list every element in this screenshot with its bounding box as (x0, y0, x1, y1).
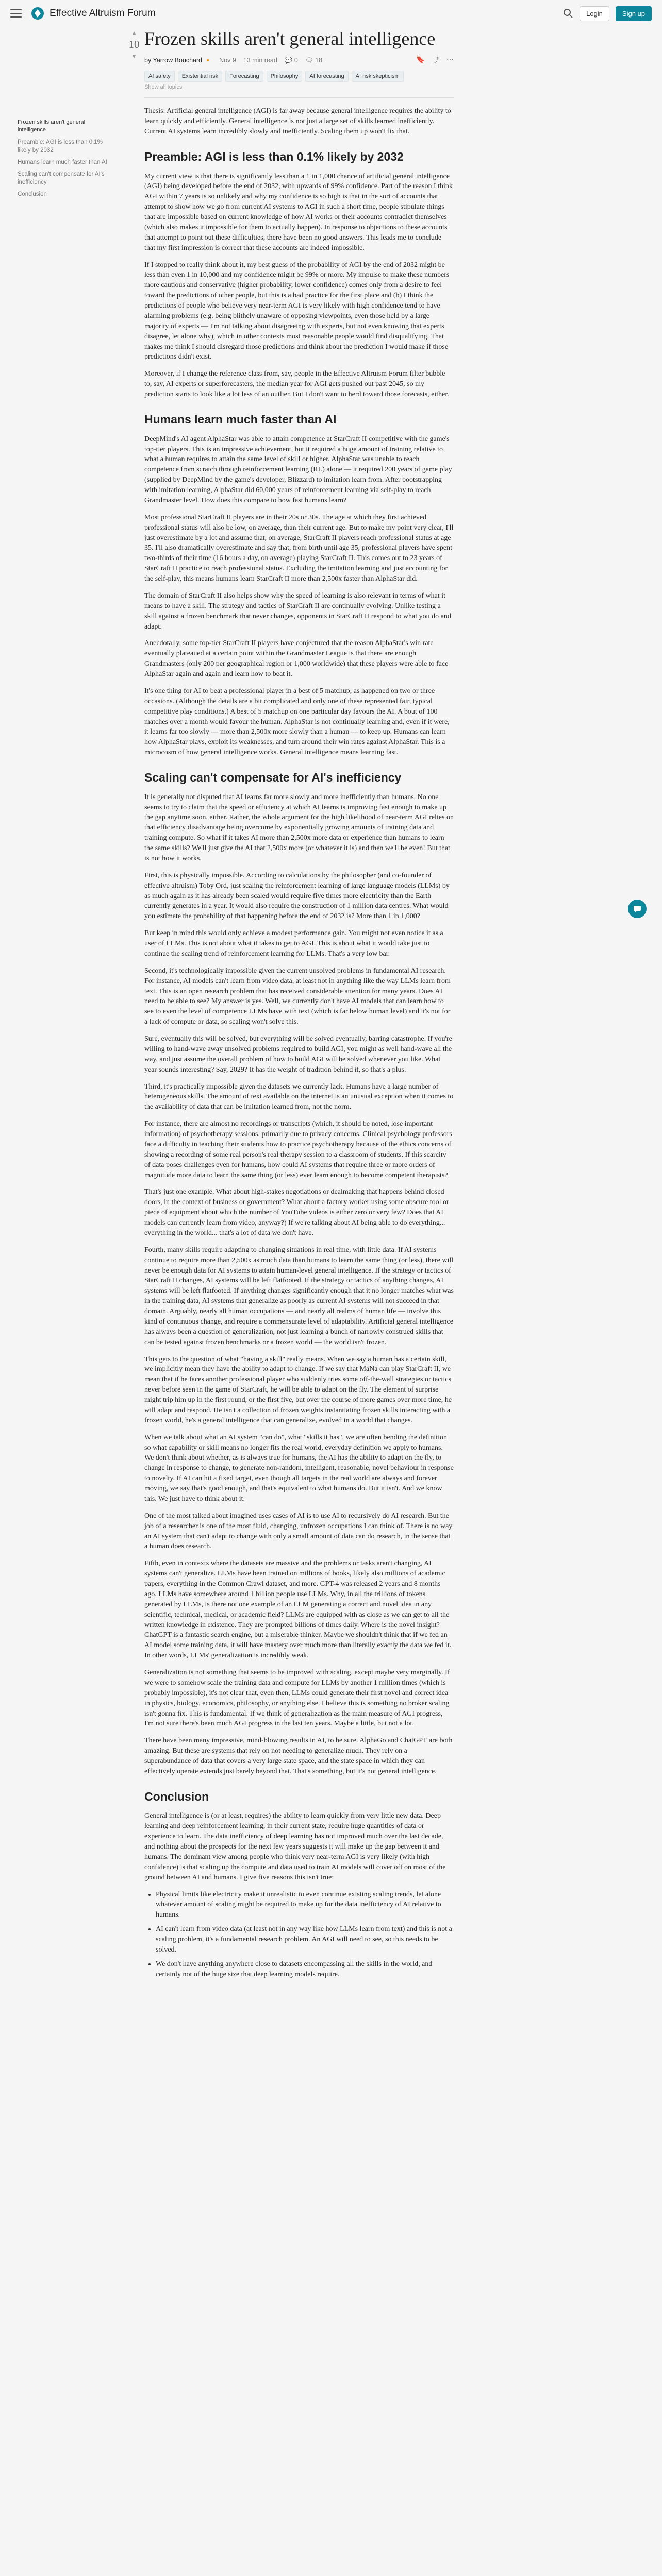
paragraph: Generalization is not something that seems to be improved with scaling, except maybe very marginally. If we were to somehow scale the training data and compute for LLMs by another 1 million times (which is probably impossible), it's not clear that, even then, LLMs could generate their first novel and correct idea in physics, biology, economics, philosophy, or anything else. I believe this is something no broker scaling isn't gonna fix. This is fundamental. If we think of generalization as the main measure of AGI progress, I'm not sure there's been much AGI progress in the last ten years. Maybe a little, but not a lot. (144, 1669, 450, 1728)
downvote-icon[interactable]: ▼ (131, 53, 137, 60)
site-logo-icon[interactable] (31, 7, 44, 20)
paragraph: It's one thing for AI to beat a professional player in a best of 5 matchup, as happened on two or three occasions. (Although the details are a bit complicated and only one of these represented fair, typical competitive play conditions.) A best of 5 matchup on one particular day favours the AI. A bout of 100 matches over a month would favour the human. AlphaStar is not continually learning and, even if it were, it learns far too slowly — more than 2,500x more slowly than a human — to keep up. Humans can learn how AlphaStar plays, exploit its weaknesses, and turn around their win rates against AlphaStar. This is a microcosm of how general intelligence works. General intelligence means learning fast. (144, 687, 450, 757)
comment-count: 0 (294, 56, 298, 64)
section-heading-scaling: Scaling can't compensate for AI's inefficiency (144, 771, 402, 784)
chat-icon (633, 904, 642, 913)
login-button[interactable]: Login (580, 6, 609, 21)
paragraph: But keep in mind this would only achieve a modest performance gain. You might not even notice it as a user of LLMs. This is not about what it takes to get to AGI. This is about what it would take just to continue the scaling trend of reinforcement learning for LLMs. That's a very low bar. (144, 929, 443, 958)
chat-button[interactable] (628, 900, 647, 918)
top-bar (0, 0, 662, 27)
list-item: • AI can't learn from video data (at least not in any way like how LLMs learn from text) and this is not a scaling problem, it's a fundamental research problem. An AGI will need to see, so this needs to be solved. (156, 1924, 454, 1955)
comment-count-icon[interactable]: 💬 0 (284, 56, 298, 64)
upvote-icon[interactable]: ▲ (131, 29, 137, 37)
post-title: Frozen skills aren't general intelligence (144, 28, 436, 49)
paragraph: Fourth, many skills require adapting to changing situations in real time, with little data. If AI systems continue to require more than 2,500x as much data than humans to learn the same thing (or less), there will never be enough data for AI systems to attain human-level general intelligence. If the strategy or tactics of StarCraft II changes, AI systems will be left flatfooted. If the strategy or tactics of anything changes, AI systems will be left flatfooted. If anything changes significantly enough that it no longer matches what was in the training data, AI systems that generalize as poorly as current AI systems will not succeed in that domain. Arguably, nearly all human occupations — and nearly all realms of human life — involve this kind of continuous change, and require a commensurate level of adaptability. Artificial general intelligence has always been a question of generalization, not just learning a bunch of narrowly construed skills that can be tested against frozen benchmarks or a frozen world — the world isn't frozen. (144, 1246, 454, 1346)
paragraph: One of the most talked about imagined uses cases of AI is to use AI to recursively do AI research. But the job of a researcher is one of the most fluid, changing, unfrozen occupations I can think of. There is no way an AI system that can't adapt to change with only a small amount of data can do research, in the sense that a human does research. (144, 1512, 453, 1551)
toc-item-scaling[interactable]: Scaling can't compensate for AI's inefficiency (18, 171, 105, 186)
vote-score: 10 (128, 38, 140, 50)
paragraph: Most professional StarCraft II players are in their 20s or 30s. The age at which they first achieved professional status will also be low, on average, than their current age. But to make my point very clear, I'll just overestimate by a lot and assume that, on average, StarCraft II players reach professional status at age 35. I'll also dramatically overestimate and say that, from birth until age 35, professional players have spent two-thirds of their time (16 hours a day, on average) playing StarCraft II. This comes out to 23 years of StarCraft II practice to reach professional status. Excluding the imitation learning and just accounting for the self-play, this means humans learn StarCraft II more than 2,500x faster than AlphaStar did. (144, 513, 454, 583)
post-date: Nov 9 (219, 57, 236, 64)
conclusion-list (156, 1890, 454, 1980)
more-options-icon[interactable]: ⋯ (446, 55, 454, 64)
show-all-topics-link[interactable]: Show all topics (144, 84, 183, 91)
signup-button[interactable]: Sign up (616, 6, 652, 21)
paragraph: Third, it's practically impossible given the datasets we currently lack. Humans have a large number of heterogeneous skills. The amount of text available on the internet is an unusual exception when it comes to the availability of data that can be imitation learned from, not the norm. (144, 1082, 454, 1111)
paragraph: When we talk about what an AI system "can do", what "skills it has", we are often bending the definition so what capability or skill means no longer fits the real world, everyday definition we apply to humans. We don't think about whether, as is always true for humans, the AI has the ability to adapt on the fly, to change in response to change, to generate non-random, intelligent, reasonable, novel behaviour in response to novelty. If AI can hit a fixed target, even though all targets in the real world are always and forever moving, we say that's good enough, and that's equivalent to what humans do. But it isn't. And we know this. We just have to think about it. (144, 1433, 454, 1503)
list-item: • Physical limits like electricity make it unrealistic to even continue existing scaling trends, let alone whatever amount of scaling might be required to make up for the data inefficiency of AI relative to humans. (156, 1890, 454, 1921)
site-title[interactable]: Effective Altruism Forum (49, 8, 156, 19)
read-time: 13 min read (243, 57, 277, 64)
reply-count: 18 (315, 56, 323, 64)
toc-item-humans[interactable]: Humans learn much faster than AI (18, 159, 107, 165)
paragraph: Fifth, even in contexts where the datasets are massive and the problems or tasks aren't changing, AI systems can't generalize. LLMs have been trained on millions of books, likely also millions of academic papers, everything in the Common Crawl dataset, and more. GPT-4 was released 2 years and 8 months ago. LLMs have somewhere around 1 billion people use LLMs. Why, in all the trillions of tokens generated by LLMs, is there not one example of an LLM generating a correct and novel idea in any scientific, technical, medical, or academic field? LLMs are equipped with as close as we can get to all the written knowledge in existence. They are prompted billions of times daily. Where is the novel insight? ChatGPT is a fantastic search engine, but a miserable thinker. Maybe we shouldn't think that if we fed an AI model some training data, it will have mastery over much more than literally exactly the data we fed it. In other words, LLMs' generalization is incredibly weak. (144, 1560, 452, 1660)
paragraph: The domain of StarCraft II also helps show why the speed of learning is also relevant in terms of what it means to have a skill. The strategy and tactics of StarCraft II are continually evolving. Unlike testing a skill against a frozen benchmark that never changes, opponents in StarCraft II respond to what you do and adapt. (144, 591, 451, 631)
paragraph: That's just one example. What about high-stakes negotiations or dealmaking that happens behind closed doors, in the context of business or government? What about a factory worker using some obscure tool or piece of equipment about which the number of YouTube videos is either zero or very few? Does that AI models can currently learn from video, anyway?) If we're talking about AI being able to do everything... everything in the world... that's a lot of data we don't have. (144, 1188, 449, 1237)
post-meta (144, 55, 454, 65)
toc-item-preamble[interactable]: Preamble: AGI is less than 0.1% likely by 2032 (18, 139, 103, 154)
toc-item-title[interactable]: Frozen skills aren't general intelligence (18, 119, 86, 133)
list-item: • We don't have anything anywhere close to datasets encompassing all the skills in the world, and certainly not of the huge size that deep learning models require. (156, 1959, 454, 1980)
paragraph: There have been many impressive, mind-blowing results in AI, to be sure. AlphaGo and ChatGPT are both amazing. But these are systems that rely on not needing to generalize much. They rely on a superabundance of data that covers a very large state space, and the state space in which they can effectively operate extends just barely beyond that. That's something, but it's not general intelligence. (144, 1737, 453, 1775)
paragraph: Anecdotally, some top-tier StarCraft II players have conjectured that the reason AlphaStar's win rate eventually plateaued at a certain point within the Grandmaster League is that there are enough Grandmasters (only 200 per geographical region or 1,000 worldwide) that these players were able to face AlphaStar again and again and learn how to beat it. (144, 639, 449, 678)
paragraph: DeepMind's AI agent AlphaStar was able to attain competence at StarCraft II competitive with the game's top-tier players. This is an impressive achievement, but it required a huge amount of training relative to what a human requires to attain the same level of skill or higher. AlphaStar was unable to reach competence from scratch through reinforcement learning (RL) alone — it required 200 years of game play (supplied by DeepMind by the game's developer, Blizzard) to imitation learn from. After bootstrapping with imitation learning, AlphaStar did 60,000 years of reinforcement learning via self-play to reach Grandmaster level. How does this compare to how fast humans learn? (144, 435, 452, 504)
paragraph: For instance, there are almost no recordings or transcripts (which, it should be noted, lose important information) of psychotherapy sessions, primarily due to privacy concerns. Clinical psychology professors face a difficulty in teaching their students how to practice psychotherapy because of the ethics concerns of showing a recording of some real person's real therapy session to a classroom of students. If this scarcity of data poses challenges even for humans, how could AI systems that require three or more orders of magnitude more data to learn the same thing (or less) ever learn enough to become competent therapists? (144, 1120, 452, 1179)
tag-chip[interactable]: Forecasting (225, 71, 263, 82)
section-heading-preamble: Preamble: AGI is less than 0.1% likely by 2032 (144, 149, 404, 163)
share-icon[interactable]: ⤴ (432, 56, 439, 65)
divider (144, 97, 454, 98)
post-tags (144, 71, 454, 82)
reply-count-icon[interactable]: 🗨 18 (305, 56, 323, 64)
paragraph: Second, it's technologically impossible given the current unsolved problems in fundamental AI research. For instance, AI models can't learn from video data, at least not in anything like the way LLMs learn from text. This is an open research problem that has received considerable attention for many years. Does AI need to be able to see? My answer is yes. Well, we currently don't have AI models that can learn how to see to even the level of competence LLMs have with text (which is far below human level) and it's not for a lack of compute or data, so scaling won't solve this. (144, 967, 451, 1026)
section-heading-humans: Humans learn much faster than AI (144, 412, 337, 426)
menu-icon[interactable] (10, 9, 22, 18)
post-author[interactable]: by Yarrow Bouchard 🔸 (144, 56, 212, 64)
tag-chip[interactable]: AI forecasting (305, 71, 348, 82)
tag-chip[interactable]: AI risk skepticism (352, 71, 404, 82)
post-article (144, 28, 454, 1987)
table-of-contents (18, 118, 110, 202)
paragraph: Sure, eventually this will be solved, but everything will be solved eventually, barring catastrophe. If you're willing to hand-wave away unsolved problems required to build AGI, you might as well hand-wave all the way, and just assume the overall problem of how to build AGI will be solved whenever you like. What year sounds interesting? Say, 2029? It has the weight of tradition behind it, so that's a plus. (144, 1035, 452, 1074)
paragraph: If I stopped to really think about it, my best guess of the probability of AGI by the end of 2032 might be less than even 1 in 10,000 and my confidence might be 99% or more. My impulse to make these numbers more cautious and conservative (higher probability, lower confidence) comes only from a desire to feel toward the predictions of other people, but this is a bad practice for the first place and (b) I think the predictions of people who believe very near-term AGI is very likely with high confidence tend to have alarming problems (e.g. being blithely unaware of opposing viewpoints, even those held by a large majority of experts — I'm not talking about disagreeing with experts, but not even knowing that experts disagree, let alone why), which in other contexts most reasonable people would find disqualifying. That makes me think I should disregard those predictions and think about the prediction I would make if those predictions didn't exist. (144, 261, 450, 361)
post-body (144, 106, 454, 1979)
paragraph: It is generally not disputed that AI learns far more slowly and more inefficiently than humans. No one seems to try to claim that the speed or efficiency at which AI learns is improving fast enough to make up the gap anytime soon, either. Rather, the whole argument for the high likelihood of near-term AGI relies on that efficiency disadvantage being overcome by exponentially growing amounts of training data and training compute. So what if it takes AI more than 2,500x more data or experience than humans to learn the same skills? We'll just give the AI that 2,500x more (or whatever it is) and then we'll be even! But that is not how it works. (144, 793, 454, 862)
bookmark-icon[interactable]: 🔖 (416, 55, 425, 64)
paragraph: Moreover, if I change the reference class from, say, people in the Effective Altruism Forum filter bubble to, say, AI experts or superforecasters, the median year for AGI gets pushed out past 2045, so my prediction starts to look like a lot less of an outlier. But I don't want to herd toward those forecasts, either. (144, 370, 449, 399)
tag-chip[interactable]: Existential risk (178, 71, 222, 82)
paragraph: General intelligence is (or at least, requires) the ability to learn quickly from very little new data. Deep learning and deep reinforcement learning, in their current state, require huge quantities of data or experience to learn. The data inefficiency of deep learning has not improved much over the last decade, and nothing about the prospects for the next few years suggests it will make up the gap between it and humans. The dominant view among people who think very near-term AGI is very likely (with high confidence) is that scaling up the compute and data used to train AI models will cover off on most of the ground between AI and humans. I give five reasons this isn't true: (144, 1812, 446, 1882)
paragraph: This gets to the question of what "having a skill" really means. When we say a human has a certain skill, we implicitly mean they have the ability to adapt to change. If we say that MaNa can play StarCraft II, we mean that if he faces another professional player who suddenly tries some off-the-wall strategies or tactics never before seen in the game of StarCraft, he will be able to adapt on the fly. The element of surprise might trip him up in the first round, or the first five, but over the course of more games over more time, he will adapt and respond. He isn't a collection of frozen weights instantiating frozen skills interacting with a frozen world, he's a general intelligence that can generalize, evolved in a world that changes. (144, 1355, 452, 1425)
tag-chip[interactable]: AI safety (144, 71, 175, 82)
paragraph: First, this is physically impossible. According to calculations by the philosopher (and co-founder of effective altruism) Toby Ord, just scaling the reinforcement learning of large language models (LLMs) by as much again as it has already been scaled would require five times more electricity than the Earth currently generates in a year. It would also require the construction of 1 million data centres. What would you estimate the probability of that happening before the end of 2032 is? More than 1 in 1,000? (144, 871, 450, 921)
search-icon[interactable] (563, 8, 573, 19)
toc-item-conclusion[interactable]: Conclusion (18, 191, 47, 198)
tag-chip[interactable]: Philosophy (267, 71, 303, 82)
thesis-paragraph: Thesis: Artificial general intelligence (AGI) is far away because general intelligence requires the ability to learn quickly and efficiently. General intelligence is not just a large set of skills learned inefficiently. Current AI systems learn incredibly slowly and inefficiently. Scaling them up won't fix that. (144, 107, 451, 136)
paragraph: My current view is that there is significantly less than a 1 in 1,000 chance of artificial general intelligence (AGI) being developed before the end of 2032, with upwards of 99% confidence. Part of the reason I think AGI within 7 years is so unlikely and why my confidence is so high is that in the sort of accounts that attempt to show how we go from current AI systems to AGI in such a short time, people stipulate things that are impossible based on current knowledge of how AI works or their accounts contradict themselves (which also makes it impossible for them to actually happen). In response to objections to these accounts that attempt to point out these difficulties, there have been no good answers. This leads me to conclude that my first impression is correct that these accounts are indeed impossible. (144, 172, 453, 252)
vote-widget (128, 30, 140, 59)
section-heading-conclusion: Conclusion (144, 1789, 209, 1803)
